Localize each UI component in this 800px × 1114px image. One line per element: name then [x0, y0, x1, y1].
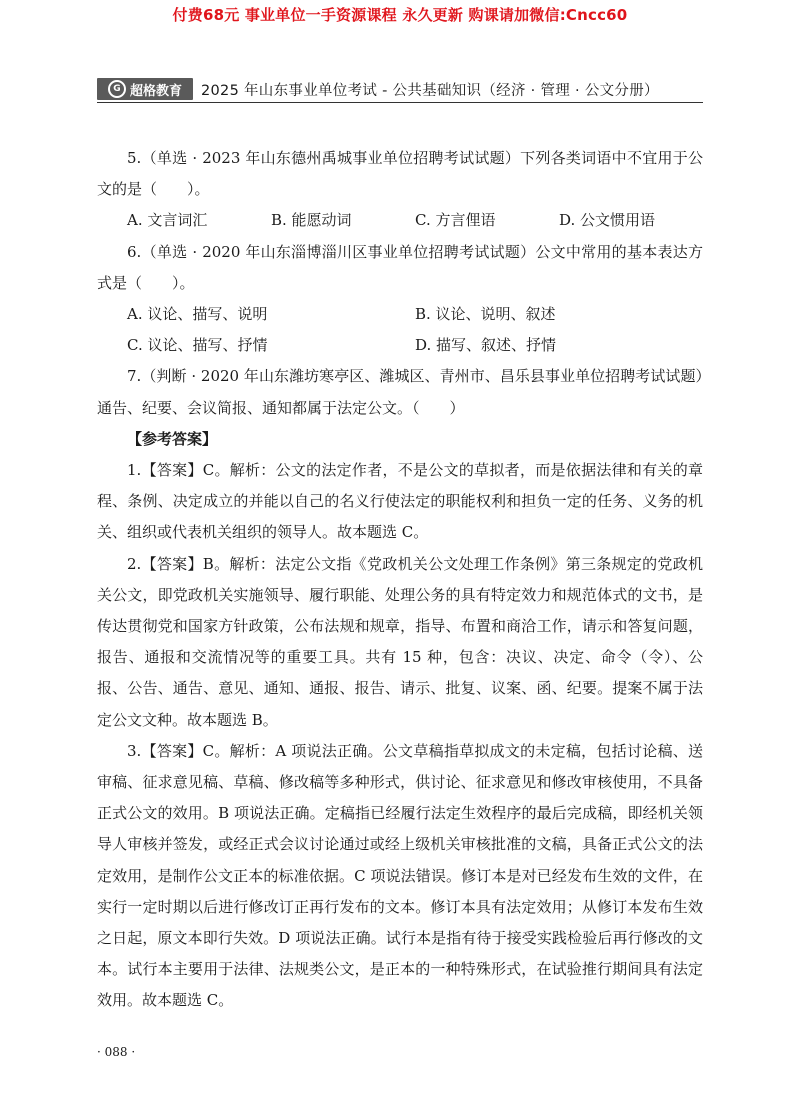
- answer-3: 3.【答案】C。解析：A 项说法正确。公文草稿指草拟成文的未定稿，包括讨论稿、送审稿、征求意见稿、草稿、修改稿等多种形式，供讨论、征求意见和修改审核使用，不具备正式公文的效用。B 项说法正确。定稿指已经履行法定生效程序的最后完成稿，即经机关领导人审核并签发，或经正式会议讨论通过或经上级机关审核批准的文稿，具备正式公文的法定效用，是制作公文正本的标准依据。C 项说法错误。修订本是对已经发布生效的文件，在实行一定时期以后进行修改订正再行发布的文本。修订本具有法定效用；从修订本发布生效之日起，原文本即行失效。D 项说法正确。试行本是指有待于接受实践检验后再行修改的文本。试行本主要用于法律、法规类公文，是正本的一种特殊形式，在试验推行期间具有法定效用。故本题选 C。: [97, 741, 703, 1010]
- question-5-options: [97, 205, 703, 236]
- option-d: D. 公文惯用语: [559, 211, 656, 230]
- brand-logo: [97, 78, 193, 100]
- option-a: A. 议论、描写、说明: [127, 305, 268, 324]
- promo-banner: 付费68元 事业单位一手资源课程 永久更新 购课请加微信:Cncc60: [172, 6, 628, 24]
- answer-heading: 【参考答案】: [127, 429, 218, 448]
- answer-1: 1.【答案】C。解析：公文的法定作者，不是公文的草拟者，而是依据法律和有关的章程、条例、决定成立的并能以自己的名义行使法定的职能权利和担负一定的任务、义务的机关、组织或代表机关组织的领导人。故本题选 C。: [97, 461, 703, 542]
- logo-text: 超格教育: [129, 83, 182, 99]
- question-7: 7.（判断 · 2020 年山东潍坊寒亭区、潍城区、青州市、昌乐县事业单位招聘考试试题）通告、纪要、会议简报、通知都属于法定公文。（ ）: [97, 367, 703, 417]
- page-body: [97, 143, 703, 1017]
- question-5: 5.（单选 · 2023 年山东德州禹城事业单位招聘考试试题）下列各类词语中不宜用于公文的是（ ）。: [97, 149, 703, 199]
- option-c: C. 议论、描写、抒情: [127, 336, 268, 355]
- page-number: · 088 ·: [97, 1045, 136, 1059]
- question-6-options-row2: [97, 330, 703, 361]
- book-title: 2025 年山东事业单位考试 - 公共基础知识（经济 · 管理 · 公文分册）: [201, 82, 659, 99]
- option-c: C. 方言俚语: [415, 211, 496, 230]
- logo-g-icon: G: [108, 80, 126, 98]
- page-header: [97, 75, 703, 103]
- option-b: B. 议论、说明、叙述: [415, 305, 556, 324]
- option-a: A. 文言词汇: [127, 211, 208, 230]
- question-6: 6.（单选 · 2020 年山东淄博淄川区事业单位招聘考试试题）公文中常用的基本表达方式是（ ）。: [97, 242, 703, 292]
- header-divider: [97, 102, 703, 103]
- question-6-options-row1: [97, 299, 703, 330]
- option-d: D. 描写、叙述、抒情: [415, 336, 557, 355]
- answer-2: 2.【答案】B。解析：法定公文指《党政机关公文处理工作条例》第三条规定的党政机关公文，即党政机关实施领导、履行职能、处理公务的具有特定效力和规范体式的文书，是传达贯彻党和国家方针政策，公布法规和规章，指导、布置和商洽工作，请示和答复问题，报告、通报和交流情况等的重要工具。共有 15 种，包含：决议、决定、命令（令）、公报、公告、通告、意见、通知、通报、报告、请示、批复、议案、函、纪要。提案不属于法定公文文种。故本题选 B。: [97, 554, 703, 729]
- option-b: B. 能愿动词: [271, 211, 352, 230]
